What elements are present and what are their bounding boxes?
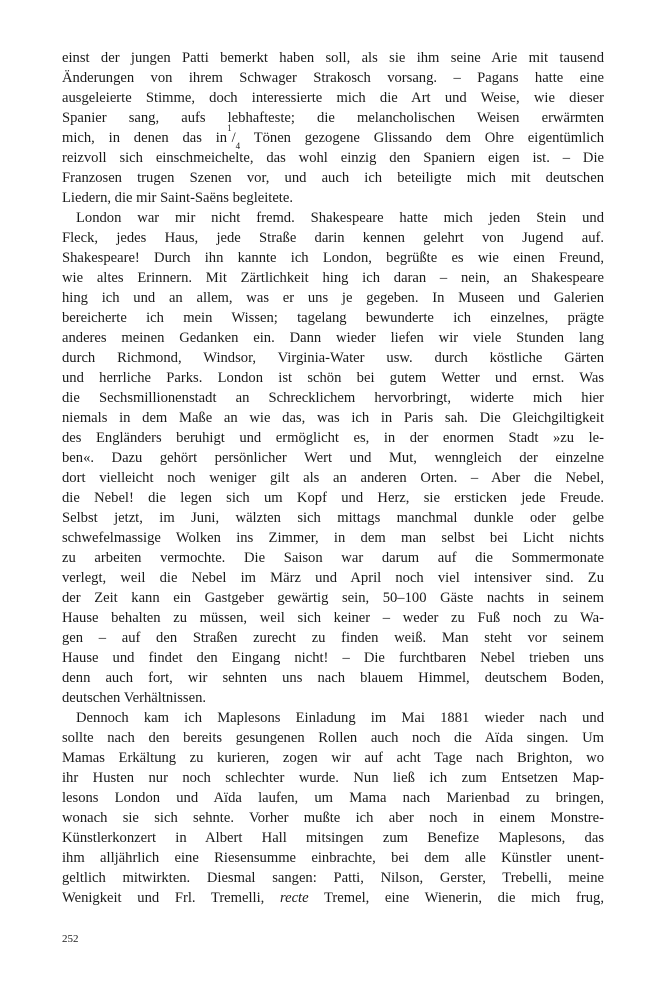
text-line: Mamas Erkältung zu kurieren, zogen wir auf acht Tage nach Brighton, wo xyxy=(62,750,604,766)
text-line: durch Richmond, Windsor, Virginia-Water usw. durch köstliche Gärten xyxy=(62,350,604,366)
text-line: einst der jungen Patti bemerkt haben soll, als sie ihm seine Arie mit tausend xyxy=(62,50,604,66)
text-line: mich, in denen das $in^1/_4$ Tönen gezogene Glissando dem Ohre eigentümlich xyxy=(62,123,604,151)
fraction-numerator: 1 xyxy=(227,123,232,134)
text-line: wie altes Erinnern. Mit Zärtlichkeit hing ich daran – nein, an Shakespeare xyxy=(62,270,604,286)
text-line: London war mir nicht fremd. Shakespeare hatte mich jeden Stein und xyxy=(76,210,604,226)
text-line: die Sechsmillionenstadt an Schrecklichem hervorbringt, widerte mich hier xyxy=(62,390,604,406)
text-line: Hause behalten zu müssen, weil sich keiner – weder zu Fuß noch zu Wa- xyxy=(62,610,604,626)
text-line: gen – auf den Straßen zurecht zu finden weiß. Man steht vor seinem xyxy=(62,630,604,646)
text-line: Shakespeare! Durch ihn kannte ich London, begrüßte es wie einen Freund, xyxy=(62,250,604,266)
text-line: der Zeit kann ein Gastgeber gewärtig sein, 50–100 Gäste nachts in seinem xyxy=(62,590,604,606)
text-line: reizvoll sich einschmeichelte, das wohl einzig den Spaniern eigen ist. – Die xyxy=(62,150,604,166)
text-line: denn auch fort, wir sehnten uns nach blauem Himmel, deutschem Boden, xyxy=(62,670,604,686)
text-line: niemals in dem Maße an wie das, was ich in Paris sah. Die Gleichgiltigkeit xyxy=(62,410,604,426)
text-line: Künstlerkonzert in Albert Hall mitsingen zum Benefize Maplesons, das xyxy=(62,830,604,846)
text-line: zu arbeiten vermochte. Die Saison war darum auf die Sommermonate xyxy=(62,550,604,566)
text-line: hing ich und an allem, was er uns je gegeben. In Museen und Galerien xyxy=(62,290,604,306)
text-line: schwefelmassige Wolken ins Zimmer, in dem man selbst bei Licht nichts xyxy=(62,530,604,546)
text-line: Wenigkeit und Frl. Tremelli, recte Tremel, eine Wienerin, die mich frug, xyxy=(62,890,604,906)
page-number: 252 xyxy=(62,933,79,945)
book-page-text xyxy=(62,48,604,908)
text-line: Liedern, die mir Saint-Saëns begleitete. xyxy=(62,190,293,206)
text-line: Spanier sang, aufs lebhafteste; die melancholischen Weisen erwärmten xyxy=(62,110,604,126)
text-line: Franzosen trugen Szenen vor, und auch ich beteiligte mich mit deutschen xyxy=(62,170,604,186)
text-line: dort vielleicht noch weniger gilt als an anderen Orten. – Aber die Nebel, xyxy=(62,470,604,486)
text-line: Änderungen von ihrem Schwager Strakosch vorsang. – Pagans hatte eine xyxy=(62,70,604,86)
text-line: deutschen Verhältnissen. xyxy=(62,690,207,706)
text-line: sollte nach den bereits gesungenen Rollen auch noch die Aïda singen. Um xyxy=(62,730,604,746)
text-line: bereicherte ich mein Wissen; tagelang bewunderte ich einzelnes, prägte xyxy=(62,310,604,326)
text-line: Fleck, jedes Haus, jede Straße darin kennen gelehrt von Jugend auf. xyxy=(62,230,604,246)
text-line: Selbst jetzt, im Juni, wälzten sich mittags manchmal dunkle oder gelbe xyxy=(62,510,604,526)
text-line: anderes meinen Gedanken ein. Dann wieder liefen wir viele Stunden lang xyxy=(62,330,604,346)
italic-term: recte xyxy=(279,890,309,906)
paragraph xyxy=(62,208,604,708)
text-line: und herrliche Parks. London ist schön bei gutem Wetter und ernst. Was xyxy=(62,370,604,386)
text-line: ihm alljährlich eine Riesensumme einbrachte, bei dem alle Künstler unent- xyxy=(62,850,604,866)
paragraph xyxy=(62,708,604,908)
paragraph xyxy=(62,48,604,208)
text-line: Dennoch kam ich Maplesons Einladung im Mai 1881 wieder nach und xyxy=(76,710,604,726)
text-line: lesons London und Aïda laufen, um Mama nach Marienbad zu bringen, xyxy=(62,790,604,806)
text-line: ausgeleierte Stimme, doch interessierte mich die Art und Weise, wie dieser xyxy=(62,90,604,106)
text-line: geltlich mitwirkten. Diesmal sangen: Patti, Nilson, Gerster, Trebelli, meine xyxy=(62,870,604,886)
text-line: des Engländers beruhigt und ermöglicht es, in der enormen Stadt »zu le- xyxy=(62,430,604,446)
text-line: Hause und findet den Eingang nicht! – Die furchtbaren Nebel trieben uns xyxy=(62,650,604,666)
text-line: verlegt, weil die Nebel im März und April noch viel intensiver sind. Zu xyxy=(62,570,604,586)
text-line: ihr Husten nur noch schlechter wurde. Nun ließ ich zum Entsetzen Map- xyxy=(62,770,604,786)
text-line: ben«. Dazu gehört persönlicher Wert und Mut, wenngleich der einzelne xyxy=(62,450,604,466)
text-line: wonach sie sich sehnte. Vorher mußte ich aber noch in einem Monstre- xyxy=(62,810,604,826)
fraction-denominator: 4 xyxy=(235,140,241,151)
text-line: die Nebel! die legen sich um Kopf und Herz, sie ersticken jede Freude. xyxy=(62,490,604,506)
